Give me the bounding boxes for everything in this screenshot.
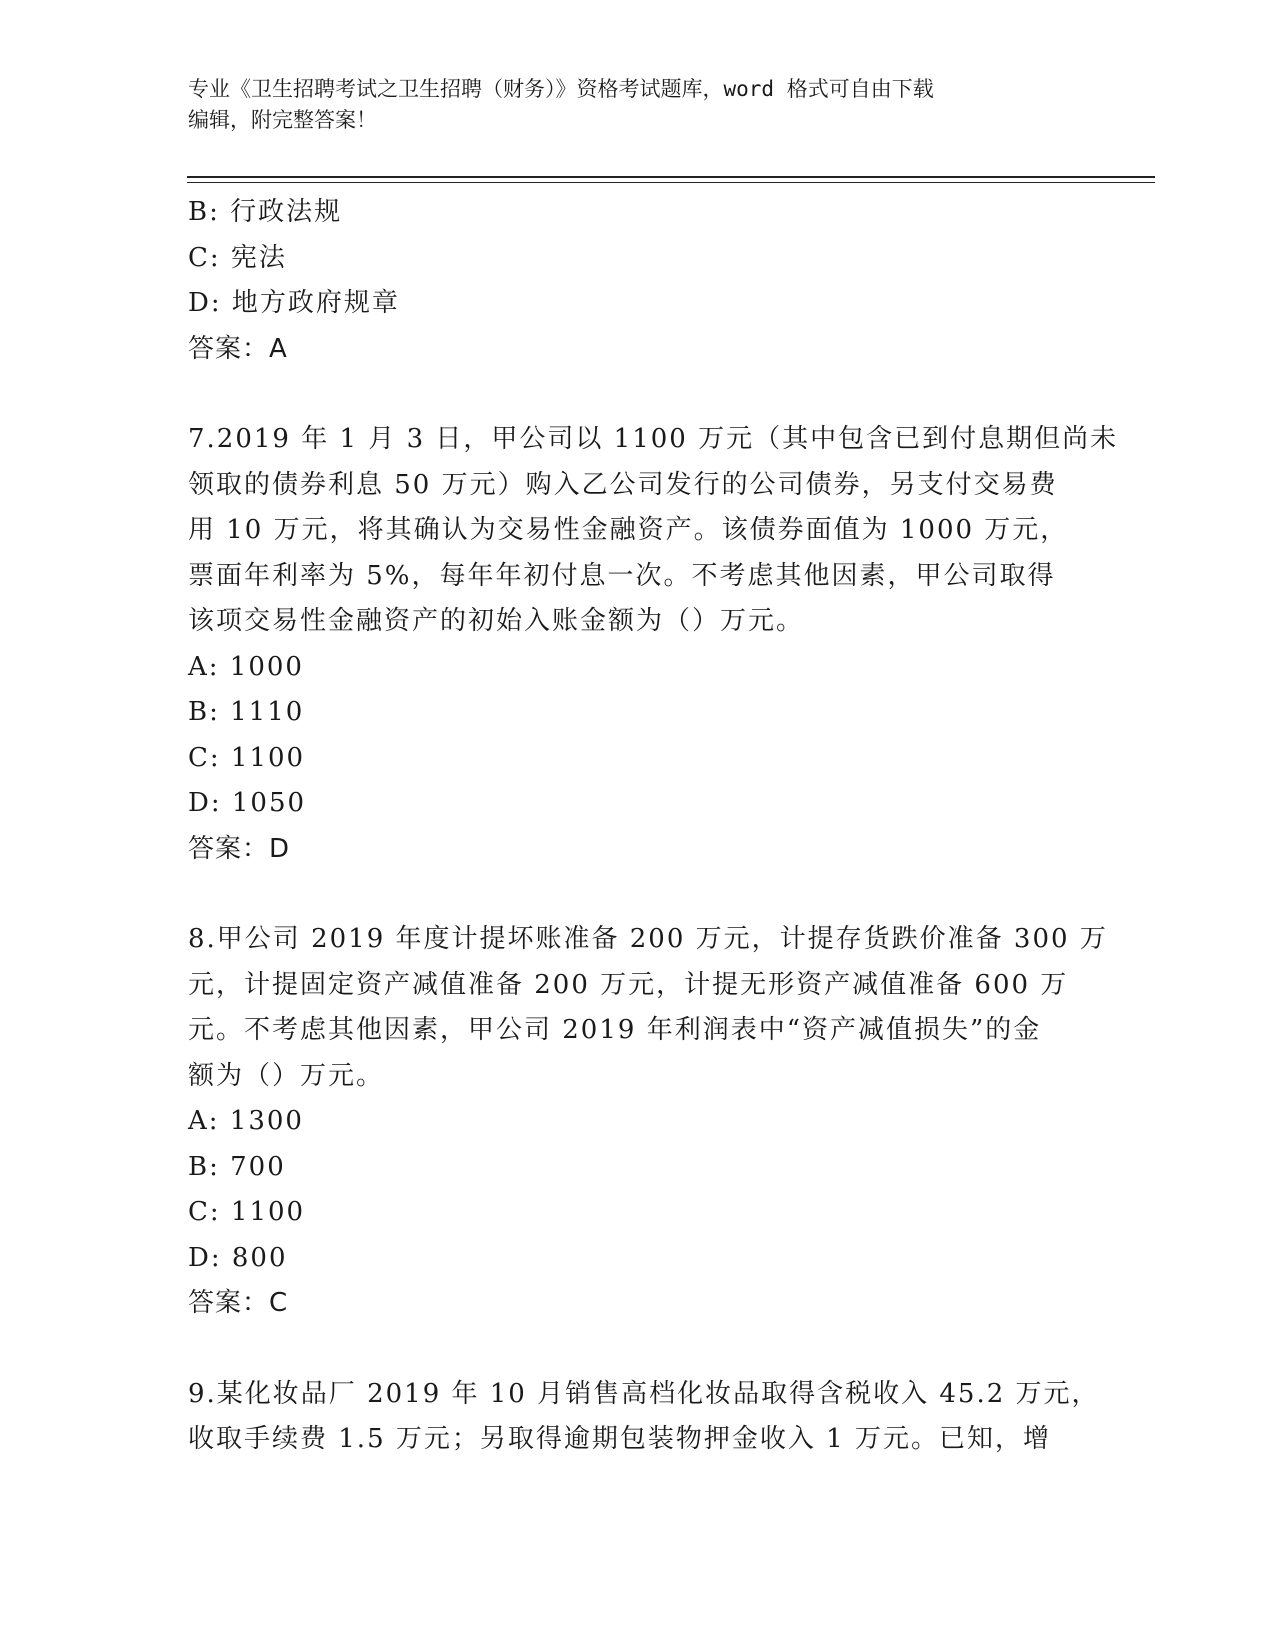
option-d: D: 1050 [188, 788, 307, 818]
answer-label: 答案：A [188, 333, 288, 364]
question-8 [188, 917, 1108, 1327]
question-stem-line: 9.某化妆品厂 2019 年 10 月销售高档化妆品取得含税收入 45.2 万元， [188, 1378, 1100, 1409]
question-7 [188, 417, 1119, 872]
document-header [188, 74, 1068, 136]
option-a: A: 1300 [188, 1106, 304, 1136]
question-content [188, 190, 1119, 1463]
question-stem-line: 额为（）万元。 [188, 1060, 385, 1091]
option-a: A: 1000 [188, 651, 304, 682]
option-c: C: 1100 [188, 742, 306, 773]
question-stem-line: 元。不考虑其他因素，甲公司 2019 年利润表中“资产减值损失”的金 [188, 1015, 1042, 1045]
question-stem-line: 票面年利率为 5%，每年年初付息一次。不考虑其他因素，甲公司取得 [188, 560, 1056, 591]
header-divider-thin [187, 182, 1155, 183]
header-divider-thick [187, 176, 1155, 178]
question-stem-line: 收取手续费 1.5 万元；另取得逾期包装物押金收入 1 万元。已知，增 [188, 1424, 1051, 1454]
option-b: B: 1110 [188, 697, 305, 727]
question-stem-line: 7.2019 年 1 月 3 日，甲公司以 1100 万元（其中包含已到付息期但尚未 [188, 424, 1119, 454]
answer-label: 答案：D [188, 833, 291, 864]
header-line-1: 专业《卫生招聘考试之卫生招聘（财务）》资格考试题库，word 格式可自由下载 [188, 77, 934, 101]
option-c: C: 1100 [188, 1197, 306, 1227]
question-9 [188, 1372, 1100, 1463]
question-stem-line: 元，计提固定资产减值准备 200 万元，计提无形资产减值准备 600 万 [188, 969, 1069, 1000]
answer-label: 答案：C [188, 1288, 289, 1318]
option-c: C: 宪法 [188, 242, 287, 273]
option-d: D: 800 [188, 1242, 288, 1273]
option-b: B: 行政法规 [188, 197, 343, 227]
option-b: B: 700 [188, 1151, 286, 1182]
option-d: D: 地方政府规章 [188, 288, 400, 318]
question-stem-line: 该项交易性金融资产的初始入账金额为（）万元。 [188, 606, 805, 636]
question-stem-line: 用 10 万元，将其确认为交易性金融资产。该债券面值为 1000 万元， [188, 515, 1069, 545]
question-stem-line: 8.甲公司 2019 年度计提坏账准备 200 万元，计提存货跌价准备 300 万 [188, 924, 1108, 954]
header-line-2: 编辑，附完整答案！ [188, 108, 377, 132]
question-stem-line: 领取的债券利息 50 万元）购入乙公司发行的公司债券，另支付交易费 [188, 469, 1058, 500]
